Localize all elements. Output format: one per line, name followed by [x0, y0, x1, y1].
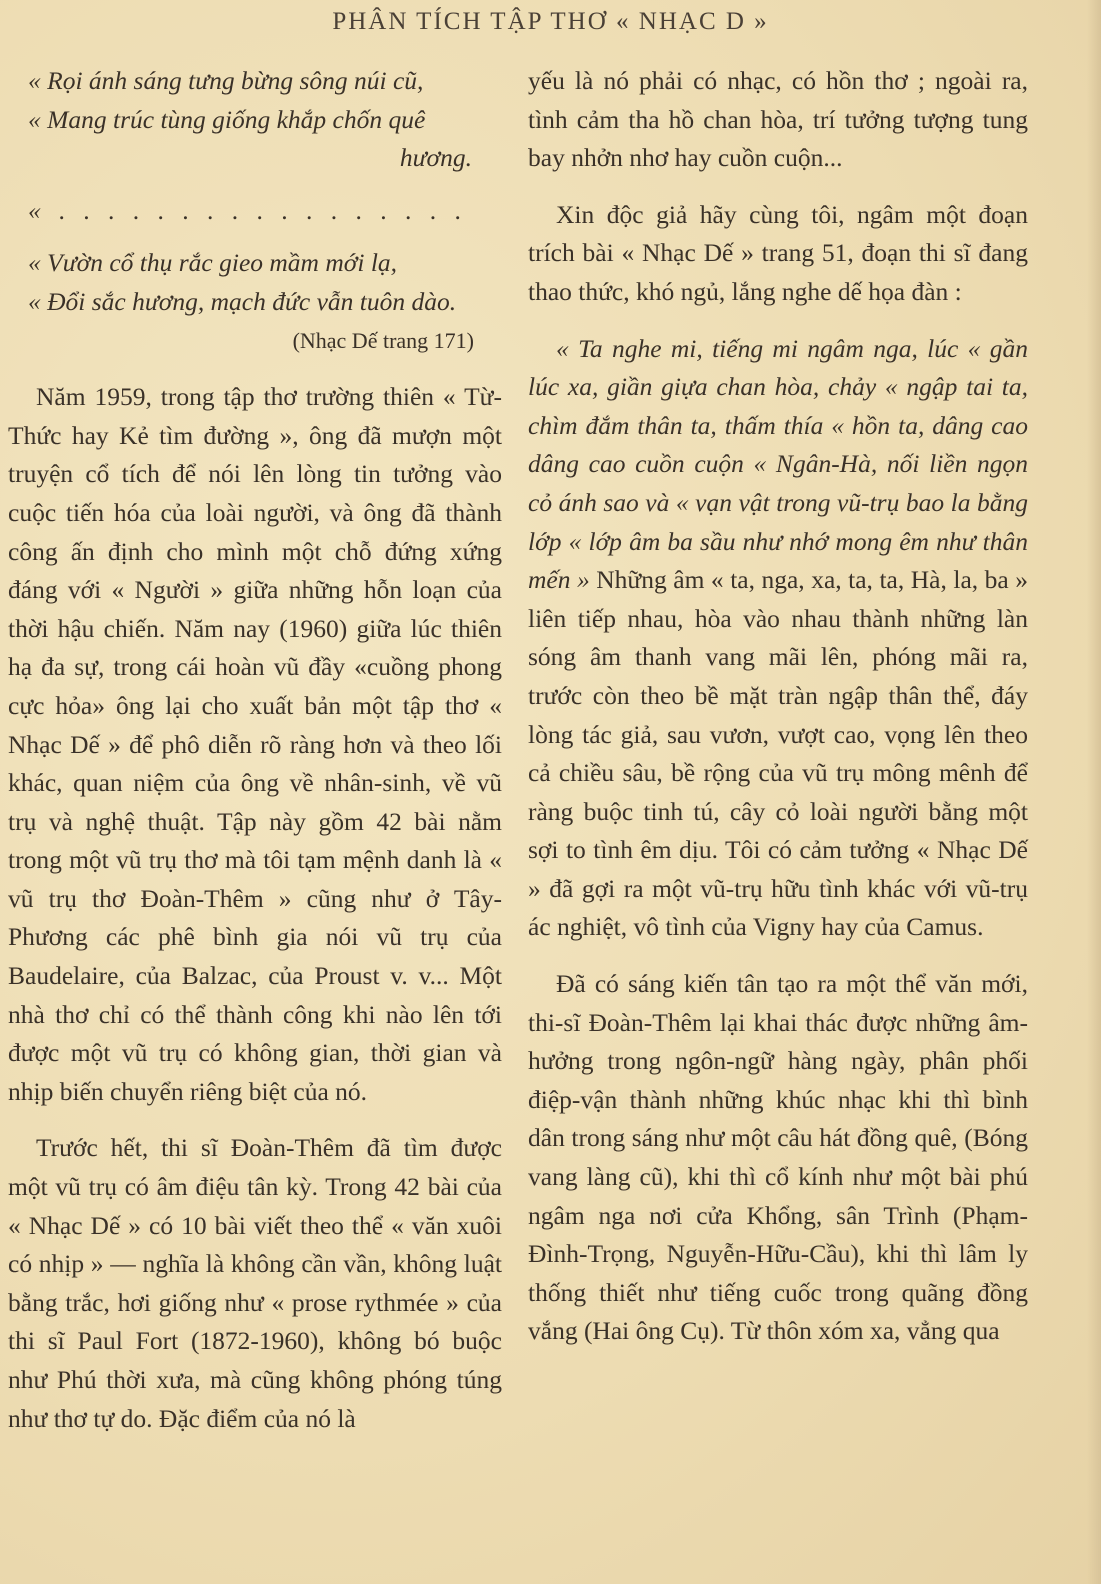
- paragraph-text: Những âm « ta, nga, xa, ta, ta, Hà, la, ba » liên tiếp nhau, hòa vào nhau thành những làn sóng âm thanh vang mãi lên, phóng mãi ra, trước còn theo bề mặt tràn ngập thân thể, đáy lòng tác giả, sau vươn, vượt cao, vọng lên theo cả chiều sâu, bề rộng của vũ trụ mông mênh để ràng buộc tinh tú, cây cỏ loài người bằng một sợi to tình êm dịu. Tôi có cảm tưởng « Nhạc Dế » đã gợi ra một vũ-trụ hữu tình khác với vũ-trụ ác nghiệt, vô tình của Vigny hay của Camus.: [528, 565, 1028, 942]
- page-edge: [1087, 0, 1101, 1584]
- paragraph: yếu là nó phải có nhạc, có hồn thơ ; ngoài ra, tình cảm tha hồ chan hòa, trí tưởng tượng tung bay nhởn nhơ hay cuồn cuộn...: [528, 66, 1028, 173]
- poem-line: « Rọi ánh sáng tưng bừng sông núi cũ,: [28, 66, 424, 95]
- poem-line: « Mang trúc tùng giống khắp chốn quê: [28, 104, 426, 134]
- right-column: [528, 62, 1028, 1351]
- paragraph: Xin độc giả hãy cùng tôi, ngâm một đoạn trích bài « Nhạc Dế » trang 51, đoạn thi sĩ đang thao thức, khó ngủ, lắng nghe dế họa đàn :: [528, 199, 1028, 306]
- page-header: PHÂN TÍCH TẬP THƠ « NHẠC D »: [332, 8, 769, 35]
- poem-line: « Vườn cổ thụ rắc gieo mầm mới lạ,: [28, 248, 398, 278]
- paragraph: Năm 1959, trong tập thơ trường thiên « Từ-Thức hay Kẻ tìm đường », ông đã mượn một truyện cổ tích để nói lên lòng tin tưởng vào cuộc tiến hóa của loài người, và ông đã thành công ấn định cho mình một chỗ đứng xứng đáng với « Người » giữa những hỗn loạn của thời hậu chiến. Năm nay (1960) giữa lúc thiên hạ đa sự, trong cái hoàn vũ đầy «cuồng phong cực hỏa» ông lại cho xuất bản một tập thơ « Nhạc Dế » để phô diễn rõ ràng hơn và theo lối khác, quan niệm của ông về nhân-sinh, về vũ trụ và nghệ thuật. Tập này gồm 42 bài nằm trong một vũ trụ thơ mà tôi tạm mệnh danh là « vũ trụ thơ Đoàn-Thêm » cũng như ở Tây-Phương các phê bình gia nói vũ trụ của Baudelaire, của Balzac, của Proust v. v... Một nhà thơ chỉ có thể thành công khi nào lên tới được một vũ trụ có không gian, thời gian và nhịp biến chuyển riêng biệt của nó.: [8, 382, 502, 1106]
- poem-excerpt: [8, 62, 502, 360]
- poem-line: hương.: [399, 143, 472, 173]
- poem-line: « Đổi sắc hương, mạch đức vẫn tuôn dào.: [28, 286, 457, 316]
- poem-citation: (Nhạc Dế trang 171): [292, 327, 474, 353]
- paragraph: Trước hết, thi sĩ Đoàn-Thêm đã tìm được một vũ trụ có âm điệu tân kỳ. Trong 42 bài của « Nhạc Dế » có 10 bài viết theo thể « văn xuôi có nhịp » — nghĩa là không cần vần, không luật bằng trắc, hơi giống như « prose rythmée » của thi sĩ Paul Fort (1872-1960), không bó buộc như Phú thời xưa, mà cũng không phóng túng như thơ tự do. Đặc điểm của nó là: [8, 1133, 502, 1433]
- poem-ellipsis: « . . . . . . . . . . . . . . . . .: [28, 195, 468, 225]
- quote-paragraph: [528, 330, 1028, 948]
- paragraph: Đã có sáng kiến tân tạo ra một thể văn mới, thi-sĩ Đoàn-Thêm lại khai thác được những âm-hưởng trong ngôn-ngữ hàng ngày, phân phối điệp-vận thành những khúc nhạc khi thì bình dân trong sáng như một câu hát đồng quê, (Bóng vang làng cũ), khi thì cổ kính như một bài phú ngâm nga nơi cửa Khổng, sân Trình (Phạm-Đình-Trọng, Nguyễn-Hữu-Cầu), khi thì lâm ly thống thiết như tiếng cuốc trong quãng đồng vắng (Hai ông Cụ). Từ thôn xóm xa, vẳng qua: [528, 969, 1028, 1346]
- quoted-verse: « Ta nghe mi, tiếng mi ngâm nga, lúc « gần lúc xa, giần giựa chan hòa, chảy « ngập tai ta, chìm đắm thân ta, thấm thía « hồn ta, dâng cao dâng cao cuồn cuộn « Ngân-Hà, nối liền ngọn cỏ ánh sao và « vạn vật trong vũ-trụ bao la bằng lớp « lớp âm ba sầu như nhớ mong êm như thân mến »: [528, 333, 1028, 595]
- left-column: [8, 62, 502, 1438]
